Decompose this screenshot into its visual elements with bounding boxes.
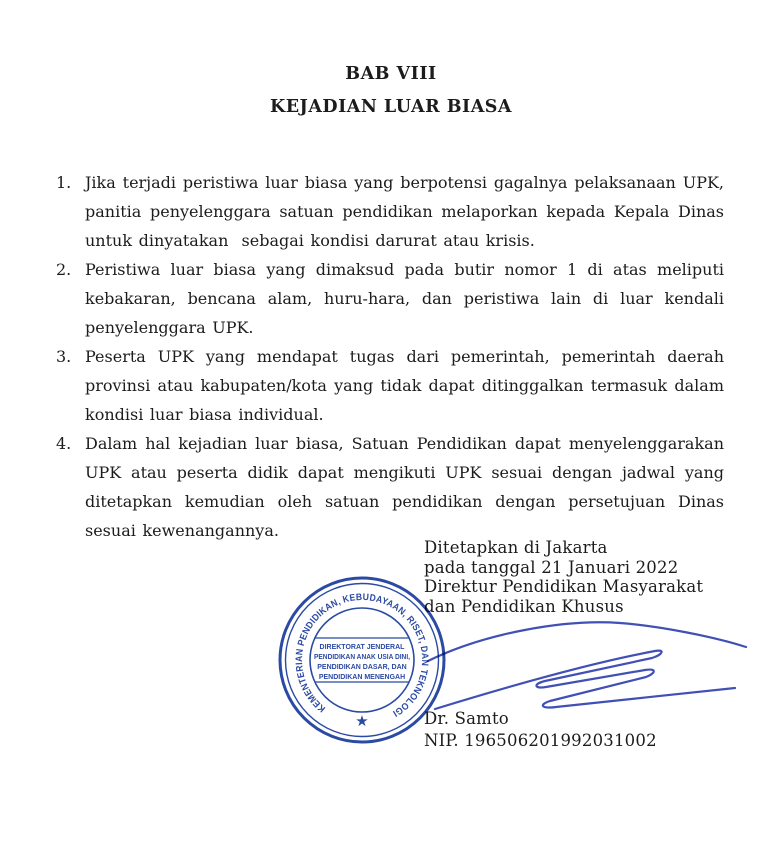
stamp-ring-text: KEMENTERIAN PENDIDIKAN, KEBUDAYAAN, RISET, DAN TEKNOLOGI xyxy=(293,591,431,719)
list-item xyxy=(56,168,731,255)
stamp-center-line-2: PENDIDIKAN ANAK USIA DINI, xyxy=(314,654,411,661)
item-text: Peserta UPK yang mendapat tugas dari pemerintah, pemerintah daerah provinsi atau kabupaten/kota yang tidak dapat ditinggalkan termasuk dalam kondisi luar biasa individual. xyxy=(85,347,731,424)
list-item xyxy=(56,255,731,342)
item-text: Dalam hal kejadian luar biasa, Satuan Pendidikan dapat menyelenggarakan UPK atau peserta didik dapat mengikuti UPK sesuai dengan jadwal yang ditetapkan kemudian oleh satuan pendidikan dengan persetujuan Dinas sesuai kewenangannya. xyxy=(85,434,731,540)
item-text: Jika terjadi peristiwa luar biasa yang berpotensi gagalnya pelaksanaan UPK, panitia penyelenggara satuan pendidikan melaporkan kepada Kepala Dinas untuk dinyatakan sebagai kondisi darurat atau krisis. xyxy=(85,173,731,250)
item-text: Peristiwa luar biasa yang dimaksud pada butir nomor 1 di atas meliputi kebakaran, bencana alam, huru-hara, dan peristiwa lain di luar kendali penyelenggara UPK. xyxy=(85,260,731,337)
position-line-1: Direktur Pendidikan Masyarakat xyxy=(424,577,704,596)
stamp-center-line-1: DIREKTORAT JENDERAL xyxy=(319,644,405,651)
signer-nip: NIP. 196506201992031002 xyxy=(424,731,657,750)
list-item xyxy=(56,429,731,545)
signature-main-stroke xyxy=(435,651,735,709)
position-line-2: dan Pendidikan Khusus xyxy=(424,596,624,616)
signer-name: Dr. Samto xyxy=(424,709,509,728)
stamp-center-line-4: PENDIDIKAN MENENGAH xyxy=(318,674,406,681)
chapter-heading xyxy=(0,0,782,124)
date-line: pada tanggal 21 Januari 2022 xyxy=(424,557,679,577)
signature-top-stroke xyxy=(428,622,746,661)
place-line: Ditetapkan di Jakarta xyxy=(424,538,608,557)
list-item xyxy=(56,342,731,429)
stamp-center-line-3: PENDIDIKAN DASAR, DAN xyxy=(317,664,407,671)
signer-identity xyxy=(424,708,657,752)
numbered-paragraph-list xyxy=(0,168,782,545)
chapter-number: BAB VIII xyxy=(345,64,437,84)
item-number: 3. xyxy=(56,347,72,366)
signature-block xyxy=(424,538,703,616)
item-number: 4. xyxy=(56,434,72,453)
star-icon: ★ xyxy=(355,713,369,730)
item-number: 2. xyxy=(56,260,72,279)
handwritten-signature xyxy=(410,613,755,713)
chapter-title: KEJADIAN LUAR BIASA xyxy=(270,97,512,117)
item-number: 1. xyxy=(56,173,72,192)
